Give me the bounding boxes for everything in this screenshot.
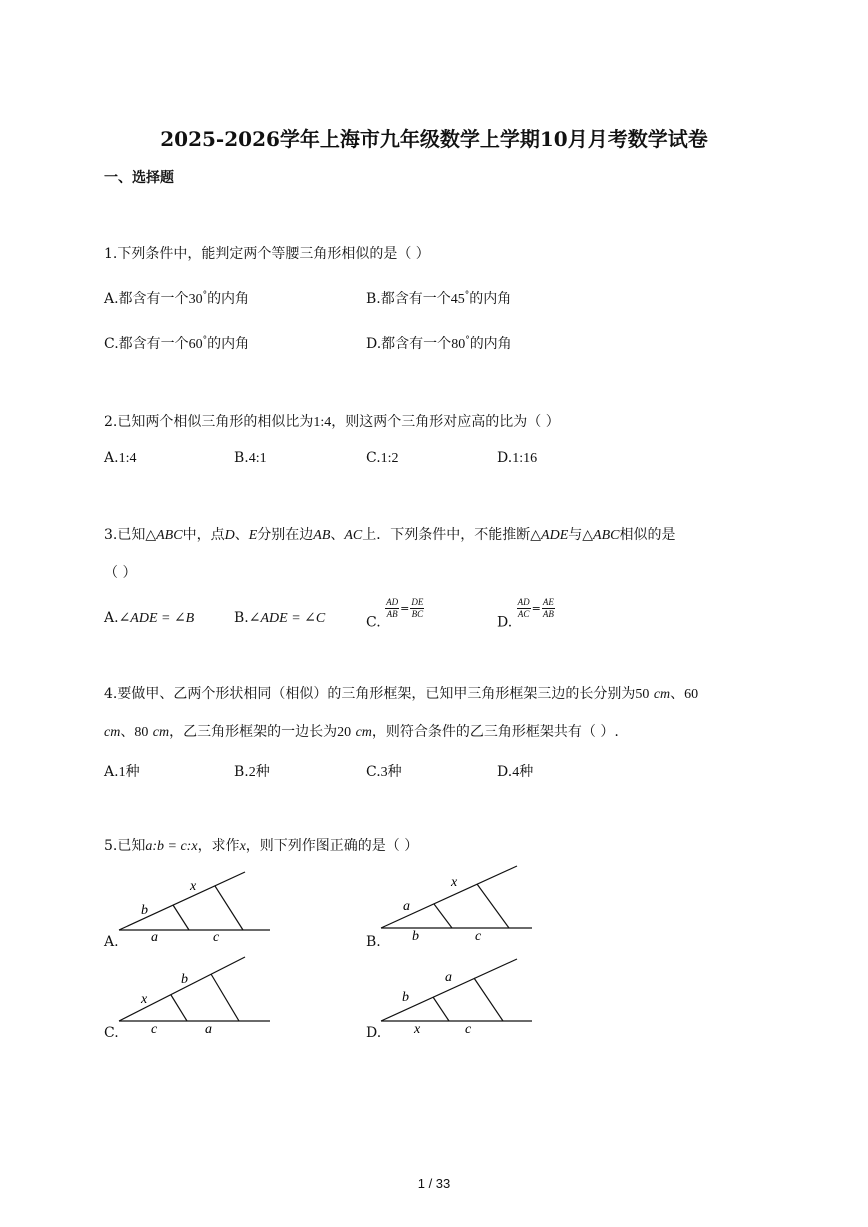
q5-variable-x: x [239, 839, 246, 854]
q4-b-value: 2 [248, 765, 256, 780]
option-label: C. [366, 614, 381, 631]
q2-b-value: 4:1 [248, 451, 267, 466]
q5-diagram-c [115, 953, 275, 1037]
q5-diagram-a [115, 868, 275, 945]
q3-text: 、 [234, 527, 249, 543]
q4-unit: cm [152, 725, 170, 740]
degree-symbol: ° [202, 290, 208, 301]
degree-symbol: ° [465, 335, 470, 346]
q4-stem-line1 [104, 683, 698, 703]
q5-stem [104, 835, 418, 855]
q4-unit: cm [653, 687, 671, 702]
option-label: D. [497, 614, 513, 631]
segment-label: b [402, 990, 409, 1005]
parallel-line-1 [173, 905, 189, 930]
q1-a-suffix: 的内角 [207, 291, 250, 307]
option-label: D. [497, 764, 513, 780]
q4-a-unit: 种 [125, 764, 140, 780]
segment-label: c [465, 1022, 472, 1037]
denominator: BC [411, 609, 424, 619]
option-label: D. [497, 450, 513, 466]
segment-label: x [414, 1022, 421, 1037]
denominator: AB [542, 609, 554, 619]
q4-value: 50 [635, 687, 650, 702]
q1-c-value: 60 [188, 337, 203, 352]
q1-d-value: 80 [451, 337, 466, 352]
q5-diagram-b [377, 862, 537, 944]
q3-triangle-abc: △ABC [145, 528, 183, 543]
page-number: 1 / 33 [417, 1176, 451, 1191]
degree-symbol: ° [202, 335, 208, 346]
numerator: AD [517, 597, 530, 607]
segment-label: x [451, 875, 458, 890]
segment-label: a [445, 970, 452, 985]
option-label: B. [234, 610, 249, 626]
fraction [517, 597, 531, 620]
q3-point-e: E [248, 528, 258, 543]
q4-text: ，乙三角形框架的一边长为 [169, 724, 338, 740]
upper-ray [119, 872, 245, 930]
q4-a-value: 1 [118, 765, 126, 780]
q4-text: 4.要做甲、乙两个形状相同（相似）的三角形框架，已知甲三角形框架三边的长分别为 [104, 686, 636, 702]
segment-label: b [412, 929, 419, 944]
upper-ray [119, 957, 245, 1021]
q4-option-d[interactable] [497, 761, 533, 781]
q5-option-a-label[interactable]: A. [104, 934, 119, 950]
segment-label: a [151, 930, 158, 945]
q1-b-value: 45 [450, 292, 465, 307]
q2-ratio: 1:4 [313, 415, 332, 430]
q2-a-value: 1:4 [118, 451, 137, 466]
q4-stem-line2 [104, 721, 619, 741]
q2-option-a[interactable] [104, 450, 136, 467]
parallel-line-1 [434, 904, 452, 928]
segment-label: c [213, 930, 220, 945]
q4-b-unit: 种 [255, 764, 270, 780]
q3-text: 中，点 [182, 527, 225, 543]
q1-option-d[interactable] [366, 333, 512, 353]
q3-text: 3.已知 [104, 527, 146, 543]
parallel-line-2 [474, 978, 503, 1021]
segment-label: c [475, 929, 482, 944]
q3-triangle-abc: △ABC [582, 528, 620, 543]
segment-label: b [141, 903, 148, 918]
q3-stem [104, 524, 675, 544]
segment-label: x [141, 992, 148, 1007]
q4-value: 80 [134, 725, 149, 740]
q1-option-c[interactable] [104, 333, 249, 353]
option-label: B. [234, 764, 249, 780]
q1-b-suffix: 的内角 [469, 291, 512, 307]
fraction [542, 597, 555, 620]
q3-option-c[interactable] [366, 597, 424, 631]
q3-point-d: D [224, 528, 235, 543]
parallel-line-2 [477, 884, 509, 928]
option-label: A. [104, 450, 119, 466]
option-label: C. [366, 764, 381, 780]
fraction [410, 597, 424, 620]
option-label: C. [366, 450, 381, 466]
q4-value: 20 [337, 725, 352, 740]
q4-option-b[interactable] [234, 761, 270, 781]
q3-text: 与 [568, 527, 583, 543]
q1-c-suffix: 的内角 [207, 336, 250, 352]
q3-b-value: ∠ADE = ∠C [248, 611, 326, 626]
q4-text: 、 [120, 724, 135, 740]
parallel-line-1 [171, 995, 187, 1021]
q1-option-a[interactable] [104, 288, 249, 308]
q2-d-value: 1:16 [512, 451, 538, 466]
q4-unit: cm [355, 725, 372, 740]
q3-side-ab: AB [313, 528, 331, 543]
segment-label: a [403, 899, 410, 914]
denominator: AB [386, 609, 398, 619]
q3-stem-line2: （ ） [104, 565, 137, 581]
numerator: AE [542, 597, 554, 607]
upper-ray [381, 866, 517, 928]
q2-option-c[interactable] [366, 450, 399, 467]
option-label: A. [104, 764, 119, 780]
denominator: AC [517, 609, 530, 619]
degree-symbol: ° [464, 290, 470, 301]
q4-c-value: 3 [380, 765, 388, 780]
q5-text: ，则下列作图正确的是（ ） [245, 838, 419, 854]
q5-option-b-label[interactable]: B. [366, 934, 381, 950]
numerator: DE [411, 597, 424, 607]
q5-text: ，求作 [197, 838, 240, 854]
q4-c-unit: 种 [387, 764, 402, 780]
q5-option-d-label[interactable]: D. [366, 1025, 382, 1041]
q5-diagram-d [377, 955, 537, 1037]
q5-option-c-label[interactable]: C. [104, 1025, 119, 1041]
q3-text: 分别在边 [257, 527, 314, 543]
q1-option-b[interactable] [366, 288, 511, 308]
q1-d-prefix: D.都含有一个 [366, 336, 452, 352]
q3-text: 、 [330, 527, 345, 543]
q2-option-d[interactable] [497, 450, 537, 467]
q2-option-b[interactable] [234, 450, 267, 467]
q5-text: 5.已知 [104, 838, 146, 854]
q1-b-prefix: B.都含有一个 [366, 291, 451, 307]
q1-a-value: 30 [188, 292, 203, 307]
parallel-line-1 [433, 997, 449, 1021]
q4-text: ，则符合条件的乙三角形框架共有（ ）. [371, 724, 619, 740]
segment-label: c [151, 1022, 158, 1037]
q3-option-a[interactable] [104, 610, 194, 627]
numerator: AD [386, 597, 399, 607]
q2-stem-suffix: ，则这两个三角形对应高的比为（ ） [331, 414, 560, 430]
q4-d-value: 4 [512, 765, 520, 780]
page-title: 2025-2026学年上海市九年级数学上学期10月月考数学试卷 [160, 127, 708, 151]
fraction [385, 597, 399, 620]
q2-stem-prefix: 2.已知两个相似三角形的相似比为 [104, 414, 314, 430]
q1-d-suffix: 的内角 [469, 336, 512, 352]
option-label: B. [234, 450, 249, 466]
q3-option-d[interactable] [497, 597, 555, 631]
q4-text: 、 [670, 686, 685, 702]
q3-side-ac: AC [344, 528, 363, 543]
q2-c-value: 1:2 [380, 451, 399, 466]
q1-a-prefix: A.都含有一个 [104, 291, 189, 307]
q3-text: 上．下列条件中，不能推断 [362, 527, 531, 543]
option-label: A. [104, 610, 119, 626]
q2-stem [104, 411, 560, 431]
q5-expression: a:b = c:x [145, 839, 198, 854]
q1-stem: 1.下列条件中，能判定两个等腰三角形相似的是（ ） [104, 246, 430, 262]
q4-unit: cm [104, 725, 121, 740]
segment-label: a [205, 1022, 212, 1037]
parallel-line-2 [211, 974, 239, 1021]
q3-a-value: ∠ADE = ∠B [118, 611, 195, 626]
q3-text: 相似的是 [619, 527, 676, 543]
equals-sign: = [531, 602, 541, 615]
parallel-line-2 [215, 886, 243, 930]
q4-option-a[interactable] [104, 761, 140, 781]
section-heading: 一、选择题 [104, 170, 174, 186]
q3-triangle-ade: △ADE [530, 528, 569, 543]
segment-label: b [181, 972, 188, 987]
q3-option-b[interactable] [234, 610, 325, 627]
segment-label: x [190, 879, 197, 894]
q4-value: 60 [684, 687, 699, 702]
equals-sign: = [400, 602, 410, 615]
q1-c-prefix: C.都含有一个 [104, 336, 189, 352]
q4-d-unit: 种 [519, 764, 534, 780]
q4-option-c[interactable] [366, 761, 402, 781]
